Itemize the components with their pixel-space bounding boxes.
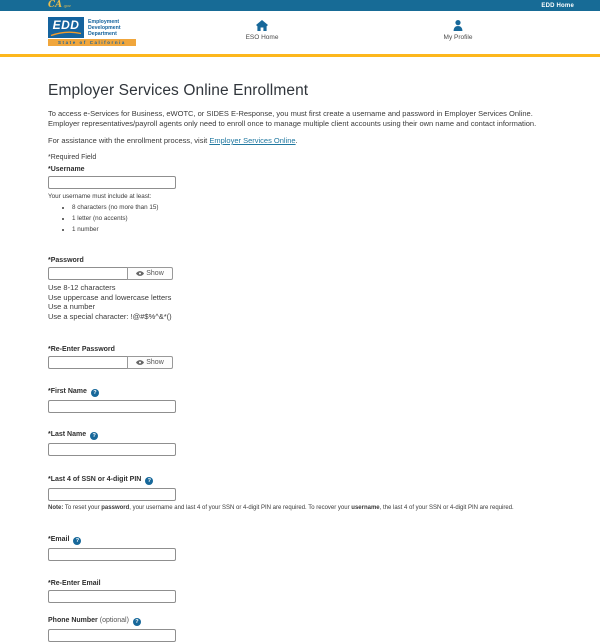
username-rule: • 8 characters (no more than 15) xyxy=(72,204,552,211)
person-icon xyxy=(453,19,463,31)
eye-icon xyxy=(136,360,144,365)
email-input[interactable] xyxy=(48,548,176,561)
first-name-input[interactable] xyxy=(48,400,176,413)
ca-gov-logo-script: CA xyxy=(48,0,63,10)
ca-gov-logo-suffix: .gov xyxy=(63,3,71,8)
password-field-group xyxy=(48,257,552,322)
ssn-note-label: Note: xyxy=(48,504,64,511)
ssn-note-bold1: password xyxy=(101,504,130,511)
employer-services-online-link[interactable]: Employer Services Online xyxy=(209,136,296,145)
reenter-password-input-row xyxy=(48,356,552,369)
nav-my-profile[interactable] xyxy=(432,19,484,41)
help-icon[interactable]: ? xyxy=(73,537,81,545)
edd-dept-line1: Employment xyxy=(88,19,120,25)
password-input-row xyxy=(48,267,552,280)
assistance-suffix: . xyxy=(295,136,298,145)
edd-logo-box xyxy=(48,17,84,38)
email-field-group xyxy=(48,536,552,561)
password-rule: Use a special character: !@#$%^&*() xyxy=(48,312,172,322)
password-rule: Use 8-12 characters xyxy=(48,283,116,292)
ssn-note-bold2: username xyxy=(351,504,380,511)
username-rules-list xyxy=(48,204,552,233)
edd-dept-line3: Department xyxy=(88,31,117,37)
edd-home-link[interactable]: EDD Home xyxy=(541,2,574,9)
home-icon xyxy=(256,19,268,31)
reenter-password-label: *Re-Enter Password xyxy=(48,345,115,353)
username-label: *Username xyxy=(48,166,85,173)
edd-logo-state-bar xyxy=(48,39,136,46)
edd-logo-acronym: EDD xyxy=(52,17,80,32)
first-name-label-text: *First Name xyxy=(48,387,87,395)
password-show-label: Show xyxy=(146,270,164,277)
edd-logo-state-text: State of California xyxy=(58,40,126,45)
password-rule: Use a number xyxy=(48,302,96,312)
help-icon[interactable]: ? xyxy=(133,618,141,626)
ssn-pin-label-text: *Last 4 of SSN or 4-digit PIN xyxy=(48,475,142,483)
help-icon[interactable]: ? xyxy=(90,432,98,440)
phone-label-text: Phone Number xyxy=(48,616,98,624)
edd-logo-department-text xyxy=(84,17,121,38)
username-field-group xyxy=(48,166,552,233)
ssn-note-part2: , your username and last 4 of your SSN or 4-digit PIN are required. To recover your xyxy=(129,504,352,511)
nav-my-profile-label: My Profile xyxy=(443,34,473,41)
edd-logo-swoosh-icon xyxy=(51,32,81,36)
ssn-note-part1: To reset your xyxy=(63,504,102,511)
intro-paragraph: To access e-Services for Business, eWOTC, or SIDES E-Response, you must first create a username and password in Employer Services Online. Employer representatives/payroll agents only need to enroll once to manage multiple client accounts using their own name and contact information. xyxy=(48,109,537,128)
last-name-label xyxy=(48,431,552,440)
page-content xyxy=(0,82,600,642)
reenter-email-label: *Re-Enter Email xyxy=(48,579,101,587)
edd-logo-top xyxy=(48,17,136,38)
ssn-pin-label xyxy=(48,476,552,485)
ssn-note-part3: , the last 4 of your SSN or 4-digit PIN are required. xyxy=(379,504,514,511)
eye-icon xyxy=(136,271,144,276)
password-show-button[interactable] xyxy=(127,267,173,280)
username-rule: • 1 number xyxy=(72,226,552,233)
reenter-password-field-group xyxy=(48,346,552,369)
help-icon[interactable]: ? xyxy=(91,389,99,397)
password-rule: Use uppercase and lowercase letters xyxy=(48,292,172,302)
username-input[interactable] xyxy=(48,176,176,189)
last-name-label-text: *Last Name xyxy=(48,430,87,438)
password-rules xyxy=(48,283,552,322)
password-input[interactable] xyxy=(48,267,128,280)
edd-logo[interactable] xyxy=(48,17,136,46)
first-name-label xyxy=(48,388,552,397)
email-label xyxy=(48,536,552,545)
nav-eso-home[interactable] xyxy=(236,19,288,41)
username-rules-intro: Your username must include at least: xyxy=(48,193,152,200)
phone-input[interactable] xyxy=(48,629,176,642)
edd-dept-line2: Development xyxy=(88,25,121,31)
ssn-pin-note xyxy=(48,505,552,511)
page-title: Employer Services Online Enrollment xyxy=(48,82,309,99)
ssn-pin-input[interactable] xyxy=(48,488,176,501)
utility-bar xyxy=(0,0,600,11)
first-name-field-group xyxy=(48,388,552,413)
reenter-email-input[interactable] xyxy=(48,590,176,603)
reenter-password-show-button[interactable] xyxy=(127,356,173,369)
reenter-password-show-label: Show xyxy=(146,358,164,366)
last-name-input[interactable] xyxy=(48,443,176,456)
nav-eso-home-label: ESO Home xyxy=(245,34,279,41)
reenter-email-field-group xyxy=(48,580,552,603)
phone-label xyxy=(48,617,552,626)
help-icon[interactable]: ? xyxy=(145,477,153,485)
main-nav-bar xyxy=(0,11,600,57)
username-rule: • 1 letter (no accents) xyxy=(72,215,552,222)
reenter-password-input[interactable] xyxy=(48,356,128,369)
assistance-prefix: For assistance with the enrollment process, visit xyxy=(48,136,210,145)
phone-optional-suffix: (optional) xyxy=(97,616,129,624)
required-field-note: *Required Field xyxy=(48,154,97,161)
phone-field-group xyxy=(48,617,552,642)
ssn-pin-field-group xyxy=(48,476,552,511)
password-label: *Password xyxy=(48,257,84,264)
last-name-field-group xyxy=(48,431,552,456)
ca-gov-logo[interactable] xyxy=(48,1,71,10)
assistance-paragraph xyxy=(48,136,552,145)
email-label-text: *Email xyxy=(48,535,70,543)
